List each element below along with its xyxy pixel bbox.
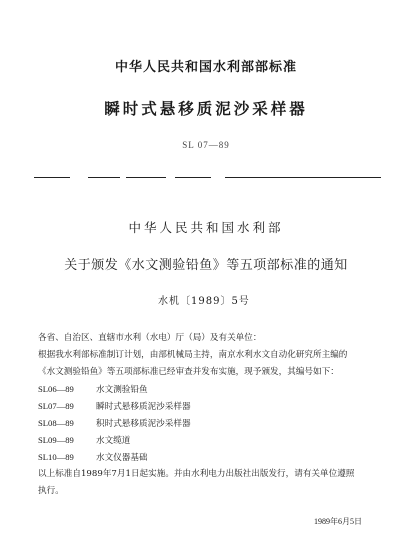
- standard-list-item: [38, 449, 378, 466]
- standard-code: SL 07—89: [182, 140, 230, 150]
- divider-segment: [34, 177, 70, 178]
- standard-list-item: [38, 432, 378, 449]
- notice-greeting: 各省、自治区、直辖市水利（水电）厅（局）及有关单位：: [38, 333, 262, 343]
- standard-list-code: SL10—89: [38, 452, 74, 462]
- notice-closing-line: 执行。: [38, 486, 64, 496]
- standard-list-item: [38, 381, 378, 398]
- notice-body-line: 根据我水利部标准制订计划，由部机械局主持，南京水利水文自动化研究所主编的: [38, 350, 348, 360]
- standard-list-code: SL07—89: [38, 401, 74, 411]
- notice-doc-number: 水机〔1989〕5号: [158, 296, 250, 307]
- standard-title: 瞬时式悬移质泥沙采样器: [104, 99, 308, 118]
- standard-list-name: 积时式悬移质泥沙采样器: [96, 419, 191, 429]
- notice-body: [38, 330, 378, 500]
- divider-segment: [225, 177, 381, 178]
- notice-org: 中华人民共和国水利部: [128, 220, 284, 235]
- standard-list-name: 水文仪器基础: [96, 453, 148, 463]
- divider-segment: [88, 177, 120, 178]
- standard-list-name: 水文测验铅鱼: [96, 385, 148, 395]
- notice-body-line: 《水文测验铅鱼》等五项部标准已经审查并发布实施，现予颁发，其编号如下：: [38, 367, 339, 377]
- standard-list-code: SL08—89: [38, 418, 74, 428]
- standard-org: 中华人民共和国水利部部标准: [114, 60, 297, 75]
- notice-closing-line: 以上标准自1989年7月1日起实施。并由水利电力出版社出版发行，请有关单位遵照: [38, 469, 355, 479]
- standard-list-code: SL09—89: [38, 435, 74, 445]
- standard-list-item: [38, 415, 378, 432]
- standard-list-item: [38, 398, 378, 415]
- divider-segment: [126, 177, 166, 178]
- standard-list-name: 瞬时式悬移质泥沙采样器: [96, 402, 191, 412]
- notice-date: 1989年6月5日: [314, 517, 362, 526]
- standard-list-name: 水文缆道: [96, 436, 131, 446]
- notice-title: 关于颁发《水文测验铅鱼》等五项部标准的通知: [64, 258, 348, 273]
- standard-list-code: SL06—89: [38, 384, 74, 394]
- divider-segment: [175, 177, 211, 178]
